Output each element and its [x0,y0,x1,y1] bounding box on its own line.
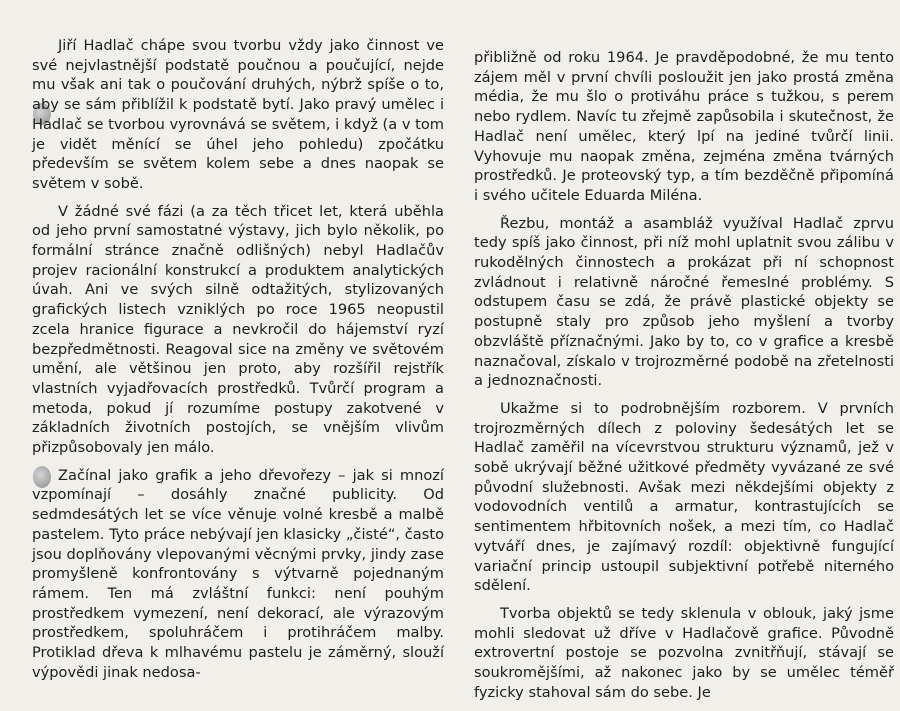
text-column-left [32,36,444,691]
paragraph: Ukažme si to podrobnějším rozborem. V prvních trojrozměrných dílech z poloviny šedesátých let se Hadlač zaměřil na vícevrstvou strukturu významů, jež v sobě ukrývají běžné užitkové předměty vyvázané ze své původní služebnosti. Avšak mezi někdejšími objekty z vodovodních ventilů a armatur, kontrastujících se sentimentem hřbitovních nošek, a mezi tím, co Hadlač vytváří dnes, je zajímavý rozdíl: objektivně fungující variační princip ustoupil subjektivní potřebě niterného sdělení. [474,399,894,595]
paragraph: Začínal jako grafik a jeho dřevořezy – jak si mnozí vzpomínají – dosáhly značné publicity. Od sedmdesátých let se více věnuje volné kresbě a malbě pastelem. Tyto práce nebývají jen klasicky „čisté“, často jsou doplňovány vlepovanými věcnými prvky, jindy zase promyšleně konfrontovány s výtvarně pojednaným rámem. Ten má zvláštní funkci: není pouhým prostředkem vymezení, není dekorací, ale výrazovým prostředkem, spoluhráčem i protihráčem malby. Protiklad dřeva k mlhavému pastelu je záměrný, slouží výpovědi jinak nedosa- [32,466,444,681]
text-column-right [474,48,894,711]
paragraph: Jiří Hadlač chápe svou tvorbu vždy jako činnost ve své nejvlastnější podstatě poučnou a poučující, nejde mu však ani tak o poučování druhých, nýbrž spíše o to, aby se sám přiblížil k podstatě bytí. Jako pravý umělec i Hadlač se tvorbou vyrovnává se světem, i když (a v tom je vidět měnící se úhel jeho pohledu) zpočátku především se světem kolem sebe a dnes naopak se světem v sobě. [32,37,444,192]
paragraph: přibližně od roku 1964. Je pravděpodobné, že mu tento zájem měl v první chvíli posloužit jen jako prostá změna média, že mu šlo o protiváhu práce s tužkou, s perem nebo rydlem. Navíc tu zřejmě zapůsobila i skutečnost, že Hadlač není umělec, který lpí na jediné tvůrčí linii. Vyhovuje mu naopak změna, zejména změna tvárných prostředků. Je proteovský typ, a tím bezděčně připomíná i svého učitele Eduarda Miléna. [474,49,894,204]
paragraph: Řezbu, montáž a asambláž využíval Hadlač zprvu tedy spíš jako činnost, při níž mohl uplatnit svou zálibu v rukodělných činnostech a prokázat při ní schopnost zvládnout i relativně náročné řemeslné problémy. S odstupem času se zdá, že právě plastické objekty se postupně staly pro způsob jeho myšlení a tvorby obzvláště příznačnými. Jako by to, co v grafice a kresbě naznačoval, získalo v trojrozměrné podobě na zřetelnosti a jednoznačnosti. [474,214,894,390]
paragraph: V žádné své fázi (a za těch třicet let, která uběhla od jeho první samostatné výstavy, jich bylo několik, po formální stránce značně odlišných) nebyl Hadlačův projev racionální konstrukcí a produktem analytických úvah. Ani ve svých silně odtažitých, stylizovaných grafických listech vzniklých po roce 1965 neopustil zcela hranice figurace a nevkročil do hájemství ryzí bezpředmětnosti. Reagoval sice na změny ve světovém umění, ale většinou jen proto, aby rozšířil rejstřík vlastních vyjadřovacích prostředků. Tvůrčí program a metoda, pokud jí rozumíme postupy zakotvené v základních životních postojích, se vnějším vlivům přizpůsobovaly jen málo. [32,202,444,457]
paragraph: Tvorba objektů se tedy sklenula v oblouk, jaký jsme mohli sledovat už dříve v Hadlačově grafice. Původně extrovertní postoje se pozvolna zvnitřňují, stávají se soukromějšími, až nakonec jako by se umělec téměř fyzicky stahoval sám do sebe. Je [474,604,894,701]
